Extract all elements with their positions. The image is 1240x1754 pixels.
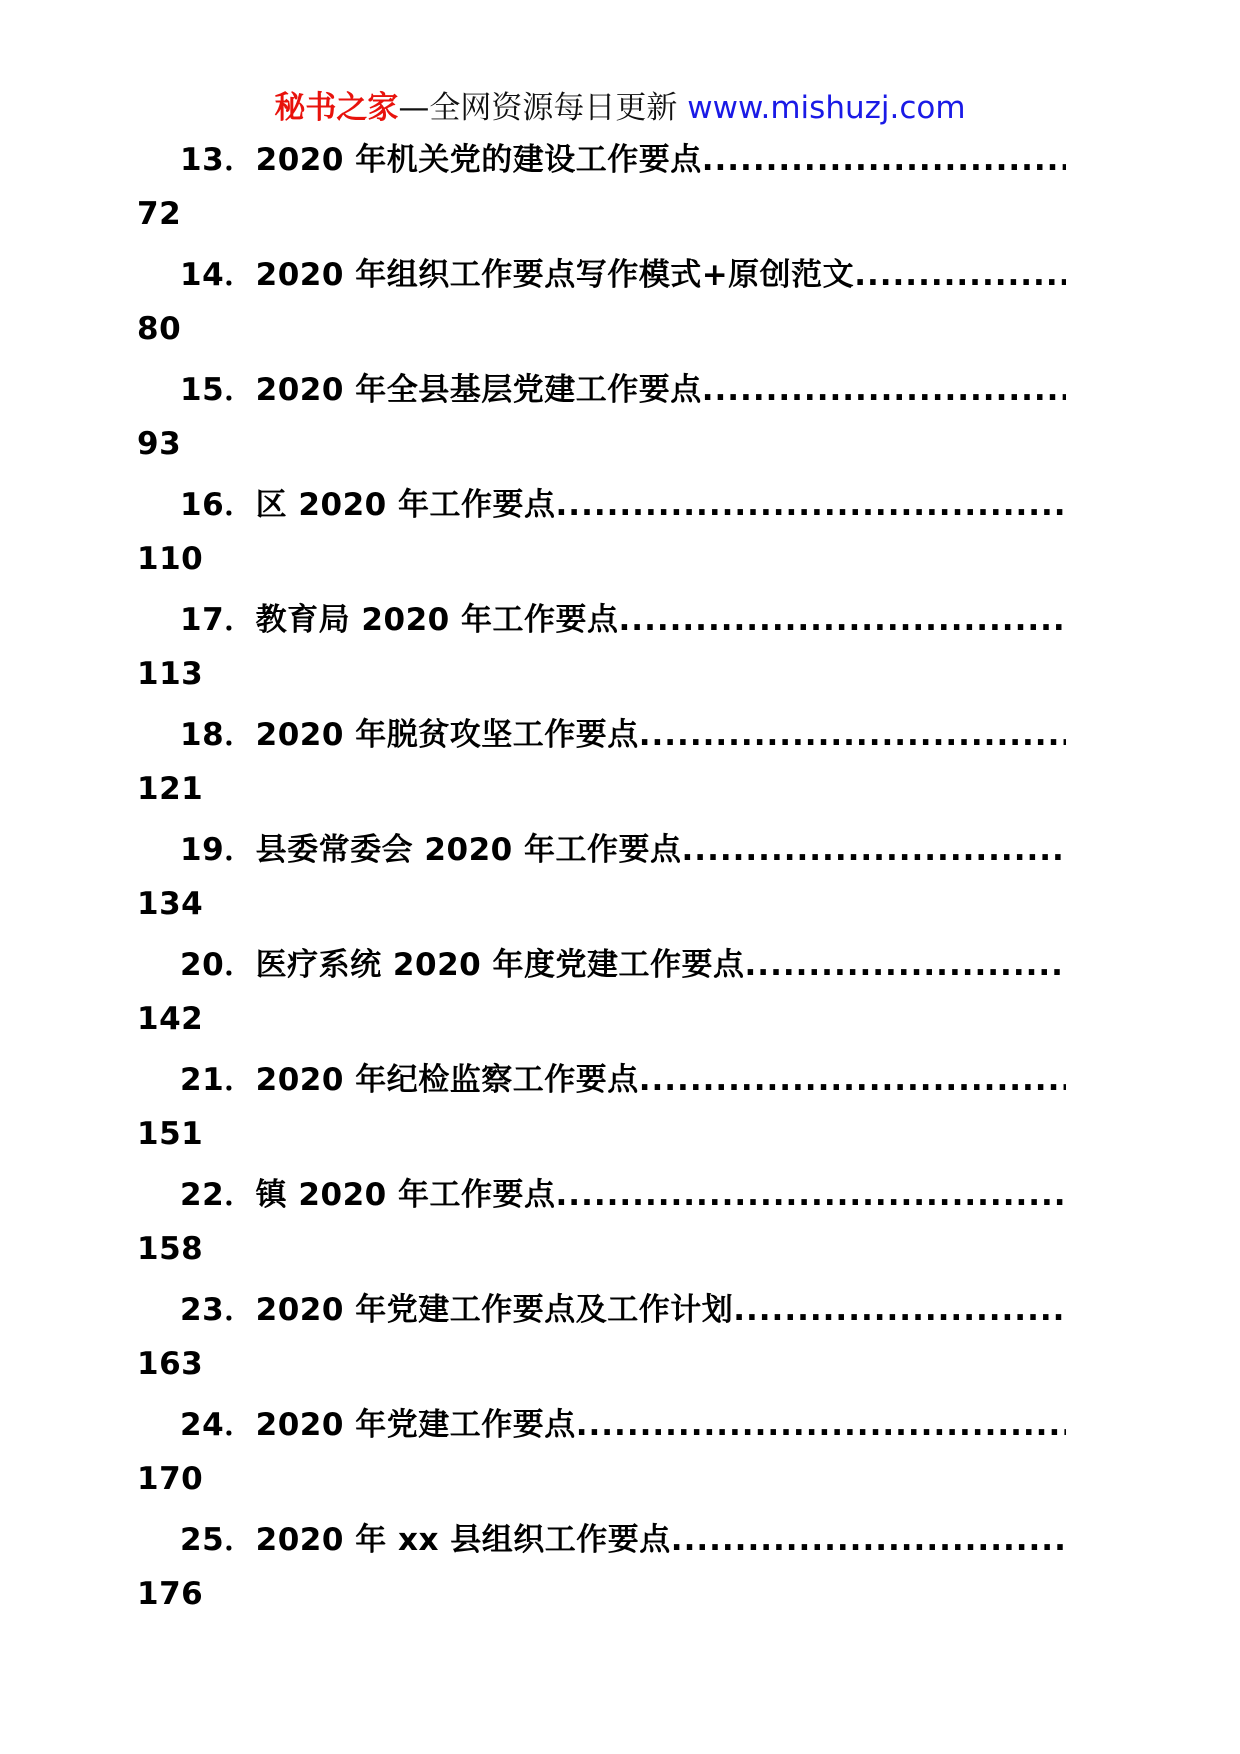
toc-entry-page-number: 121 bbox=[137, 771, 204, 807]
toc-entry-number: 25． bbox=[180, 1522, 256, 1558]
toc-entry-number: 24． bbox=[180, 1407, 256, 1443]
dot-leader bbox=[671, 1514, 1066, 1566]
toc-entry-page-number: 151 bbox=[137, 1116, 204, 1152]
page-header bbox=[0, 86, 1240, 130]
toc-entry-number: 14． bbox=[180, 257, 256, 293]
toc-entry-title: 2020 年机关党的建设工作要点 bbox=[255, 142, 702, 178]
toc-entry-title: 2020 年党建工作要点及工作计划 bbox=[255, 1292, 734, 1328]
toc-entry-number: 17． bbox=[180, 602, 256, 638]
toc-entry[interactable] bbox=[0, 1399, 1240, 1514]
toc-entry-page-number: 163 bbox=[137, 1346, 204, 1382]
site-url-link[interactable]: www.mishuzj.com bbox=[687, 90, 966, 126]
dot-leader bbox=[619, 594, 1066, 646]
toc-entry-page-number: 72 bbox=[137, 196, 182, 232]
toc-entry-line bbox=[180, 939, 1066, 991]
toc-entry-number: 18． bbox=[180, 717, 256, 753]
dot-leader bbox=[556, 1169, 1066, 1221]
toc-entry-line bbox=[180, 594, 1066, 646]
toc-entry-line bbox=[180, 1054, 1066, 1106]
toc-entry-page-number: 113 bbox=[137, 656, 204, 692]
toc-entry-line bbox=[180, 824, 1066, 876]
toc-entry-title: 2020 年纪检监察工作要点 bbox=[255, 1062, 639, 1098]
toc-entry[interactable] bbox=[0, 364, 1240, 479]
toc-entry[interactable] bbox=[0, 134, 1240, 249]
toc-entry-number: 22． bbox=[180, 1177, 256, 1213]
toc-entry-number: 20． bbox=[180, 947, 256, 983]
toc-entry-title: 县委常委会 2020 年工作要点 bbox=[255, 832, 682, 868]
dot-leader bbox=[639, 1054, 1066, 1106]
toc-entry[interactable] bbox=[0, 824, 1240, 939]
dot-leader bbox=[702, 134, 1066, 186]
toc-entry-page-number: 170 bbox=[137, 1461, 204, 1497]
toc-entry-line bbox=[180, 134, 1066, 186]
toc-entry[interactable] bbox=[0, 1054, 1240, 1169]
toc-entry-line bbox=[180, 479, 1066, 531]
toc-entry-title: 区 2020 年工作要点 bbox=[255, 487, 556, 523]
table-of-contents bbox=[0, 134, 1240, 1629]
toc-entry-line bbox=[180, 1169, 1066, 1221]
toc-entry-title: 医疗系统 2020 年度党建工作要点 bbox=[255, 947, 745, 983]
dot-leader bbox=[682, 824, 1066, 876]
toc-entry-title: 2020 年组织工作要点写作模式+原创范文 bbox=[255, 257, 855, 293]
toc-entry-title: 2020 年 xx 县组织工作要点 bbox=[255, 1522, 671, 1558]
toc-entry-line bbox=[180, 364, 1066, 416]
toc-entry[interactable] bbox=[0, 939, 1240, 1054]
toc-entry[interactable] bbox=[0, 249, 1240, 364]
dot-leader bbox=[854, 249, 1066, 301]
toc-entry-line bbox=[180, 1399, 1066, 1451]
dot-leader bbox=[702, 364, 1066, 416]
toc-entry-number: 13． bbox=[180, 142, 256, 178]
dot-leader bbox=[576, 1399, 1066, 1451]
dot-leader bbox=[733, 1284, 1066, 1336]
toc-entry-page-number: 110 bbox=[137, 541, 204, 577]
toc-entry[interactable] bbox=[0, 1284, 1240, 1399]
brand-name: 秘书之家 bbox=[274, 90, 399, 126]
toc-entry-number: 23． bbox=[180, 1292, 256, 1328]
toc-entry-title: 2020 年全县基层党建工作要点 bbox=[255, 372, 702, 408]
toc-entry-number: 19． bbox=[180, 832, 256, 868]
toc-entry[interactable] bbox=[0, 1514, 1240, 1629]
toc-entry-number: 21． bbox=[180, 1062, 256, 1098]
toc-entry-title: 2020 年脱贫攻坚工作要点 bbox=[255, 717, 639, 753]
toc-entry-page-number: 134 bbox=[137, 886, 204, 922]
toc-entry-title: 教育局 2020 年工作要点 bbox=[255, 602, 619, 638]
toc-entry-line bbox=[180, 249, 1066, 301]
toc-entry-line bbox=[180, 709, 1066, 761]
toc-entry-page-number: 80 bbox=[137, 311, 182, 347]
toc-entry[interactable] bbox=[0, 479, 1240, 594]
dot-leader bbox=[745, 939, 1066, 991]
toc-entry-number: 16． bbox=[180, 487, 256, 523]
dot-leader bbox=[556, 479, 1066, 531]
toc-entry-page-number: 176 bbox=[137, 1576, 204, 1612]
header-slogan: —全网资源每日更新 bbox=[398, 90, 688, 126]
toc-entry[interactable] bbox=[0, 1169, 1240, 1284]
toc-entry-title: 2020 年党建工作要点 bbox=[255, 1407, 576, 1443]
toc-entry-page-number: 158 bbox=[137, 1231, 204, 1267]
toc-entry[interactable] bbox=[0, 709, 1240, 824]
toc-entry-number: 15． bbox=[180, 372, 256, 408]
toc-entry-page-number: 142 bbox=[137, 1001, 204, 1037]
toc-entry-line bbox=[180, 1514, 1066, 1566]
toc-entry[interactable] bbox=[0, 594, 1240, 709]
toc-entry-page-number: 93 bbox=[137, 426, 182, 462]
dot-leader bbox=[639, 709, 1066, 761]
toc-entry-line bbox=[180, 1284, 1066, 1336]
toc-entry-title: 镇 2020 年工作要点 bbox=[255, 1177, 556, 1213]
